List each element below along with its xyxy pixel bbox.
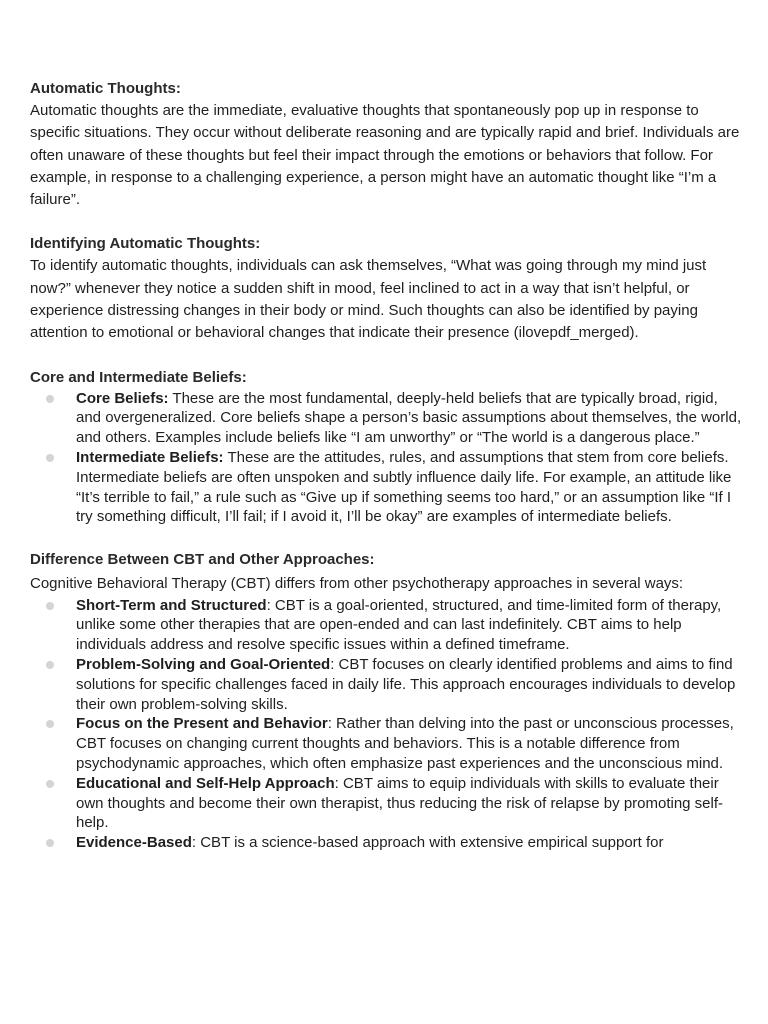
section-heading: Difference Between CBT and Other Approaches: [30, 551, 375, 569]
bullet-dot-icon [46, 720, 54, 728]
difference-list [30, 596, 742, 853]
section-core-intermediate-beliefs [30, 367, 742, 528]
list-item [30, 774, 742, 833]
list-item-term: Educational and Self-Help Approach [76, 774, 335, 792]
list-item-text: : CBT is a goal-oriented, structured, and time-limited form of therapy, unlike some other therapies that are open-ended and can last indefinitely. CBT aims to help individuals address and resolve specific issues within a defined timeframe. [76, 596, 722, 654]
section-paragraph: To identify automatic thoughts, individuals can ask themselves, “What was going through my mind just now?” whenever they notice a sudden shift in mood, feel inclined to act in a way that isn’t helpful, or experience distressing changes in their body or mind. Such thoughts can also be identified by paying attention to emotional or behavioral changes that indicate their presence (ilovepdf_merged). [30, 257, 707, 342]
bullet-dot-icon [46, 454, 54, 462]
beliefs-list [30, 389, 742, 528]
list-item-text: : CBT focuses on clearly identified problems and aims to find solutions for specific challenges faced in daily life. This approach encourages individuals to develop their own problem-solving skills. [76, 655, 736, 713]
list-item [30, 448, 742, 527]
bullet-dot-icon [46, 395, 54, 403]
list-item [30, 714, 742, 773]
list-item-term: Intermediate Beliefs: [76, 449, 224, 467]
list-item-term: Evidence-Based [76, 834, 192, 852]
list-item-text: : Rather than delving into the past or unconscious processes, CBT focuses on changing current thoughts and behaviors. This is a notable difference from psychodynamic approaches, which often emphasize past experiences and the unconscious mind. [76, 715, 734, 772]
section-paragraph: Cognitive Behavioral Therapy (CBT) differs from other psychotherapy approaches in several ways: [30, 575, 684, 593]
list-item [30, 833, 742, 853]
list-item-term: Core Beliefs: [76, 389, 169, 407]
section-heading: Core and Intermediate Beliefs: [30, 368, 247, 386]
document-page [30, 78, 742, 875]
list-item [30, 389, 742, 448]
section-heading: Automatic Thoughts: [30, 80, 181, 97]
list-item-text: These are the most fundamental, deeply-held beliefs that are typically broad, rigid, and overgeneralized. Core beliefs shape a person’s basic assumptions about themselves, the world, and others. Examples include beliefs like “I am unworthy” or “The world is a dangerous place.” [76, 389, 742, 447]
bullet-dot-icon [46, 839, 54, 847]
bullet-dot-icon [46, 661, 54, 669]
list-item-text: : CBT aims to equip individuals with skills to evaluate their own thoughts and become their own therapist, thus reducing the risk of relapse by promoting self-help. [76, 774, 724, 832]
section-identifying-automatic-thoughts [30, 233, 742, 344]
list-item-term: Problem-Solving and Goal-Oriented [76, 655, 331, 673]
list-item-text: : CBT is a science-based approach with extensive empirical support for [191, 834, 664, 852]
bullet-dot-icon [46, 780, 54, 788]
list-item-text: These are the attitudes, rules, and assumptions that stem from core beliefs. Intermediate beliefs are often unspoken and subtly influence daily life. For example, an attitude like “It’s terrible to fail,” a rule such as “Give up if something seems too hard,” or an assumption like “If I try something difficult, I’ll fail; if I avoid it, I’ll be okay” are examples of intermediate beliefs. [76, 449, 732, 526]
section-heading: Identifying Automatic Thoughts: [30, 235, 261, 253]
section-paragraph: Automatic thoughts are the immediate, evaluative thoughts that spontaneously pop up in response to specific situations. They occur without deliberate reasoning and are typically rapid and brief. Individuals are often unaware of these thoughts but feel their impact through the emotions or behaviors that follow. For example, in response to a challenging experience, a person might have an automatic thought like “I’m a failure”. [30, 102, 740, 209]
list-item-term: Focus on the Present and Behavior [76, 715, 328, 733]
list-item [30, 655, 742, 714]
section-difference-cbt [30, 549, 742, 853]
list-item [30, 596, 742, 655]
section-automatic-thoughts [30, 78, 742, 211]
bullet-dot-icon [46, 602, 54, 610]
list-item-term: Short-Term and Structured [76, 596, 267, 614]
